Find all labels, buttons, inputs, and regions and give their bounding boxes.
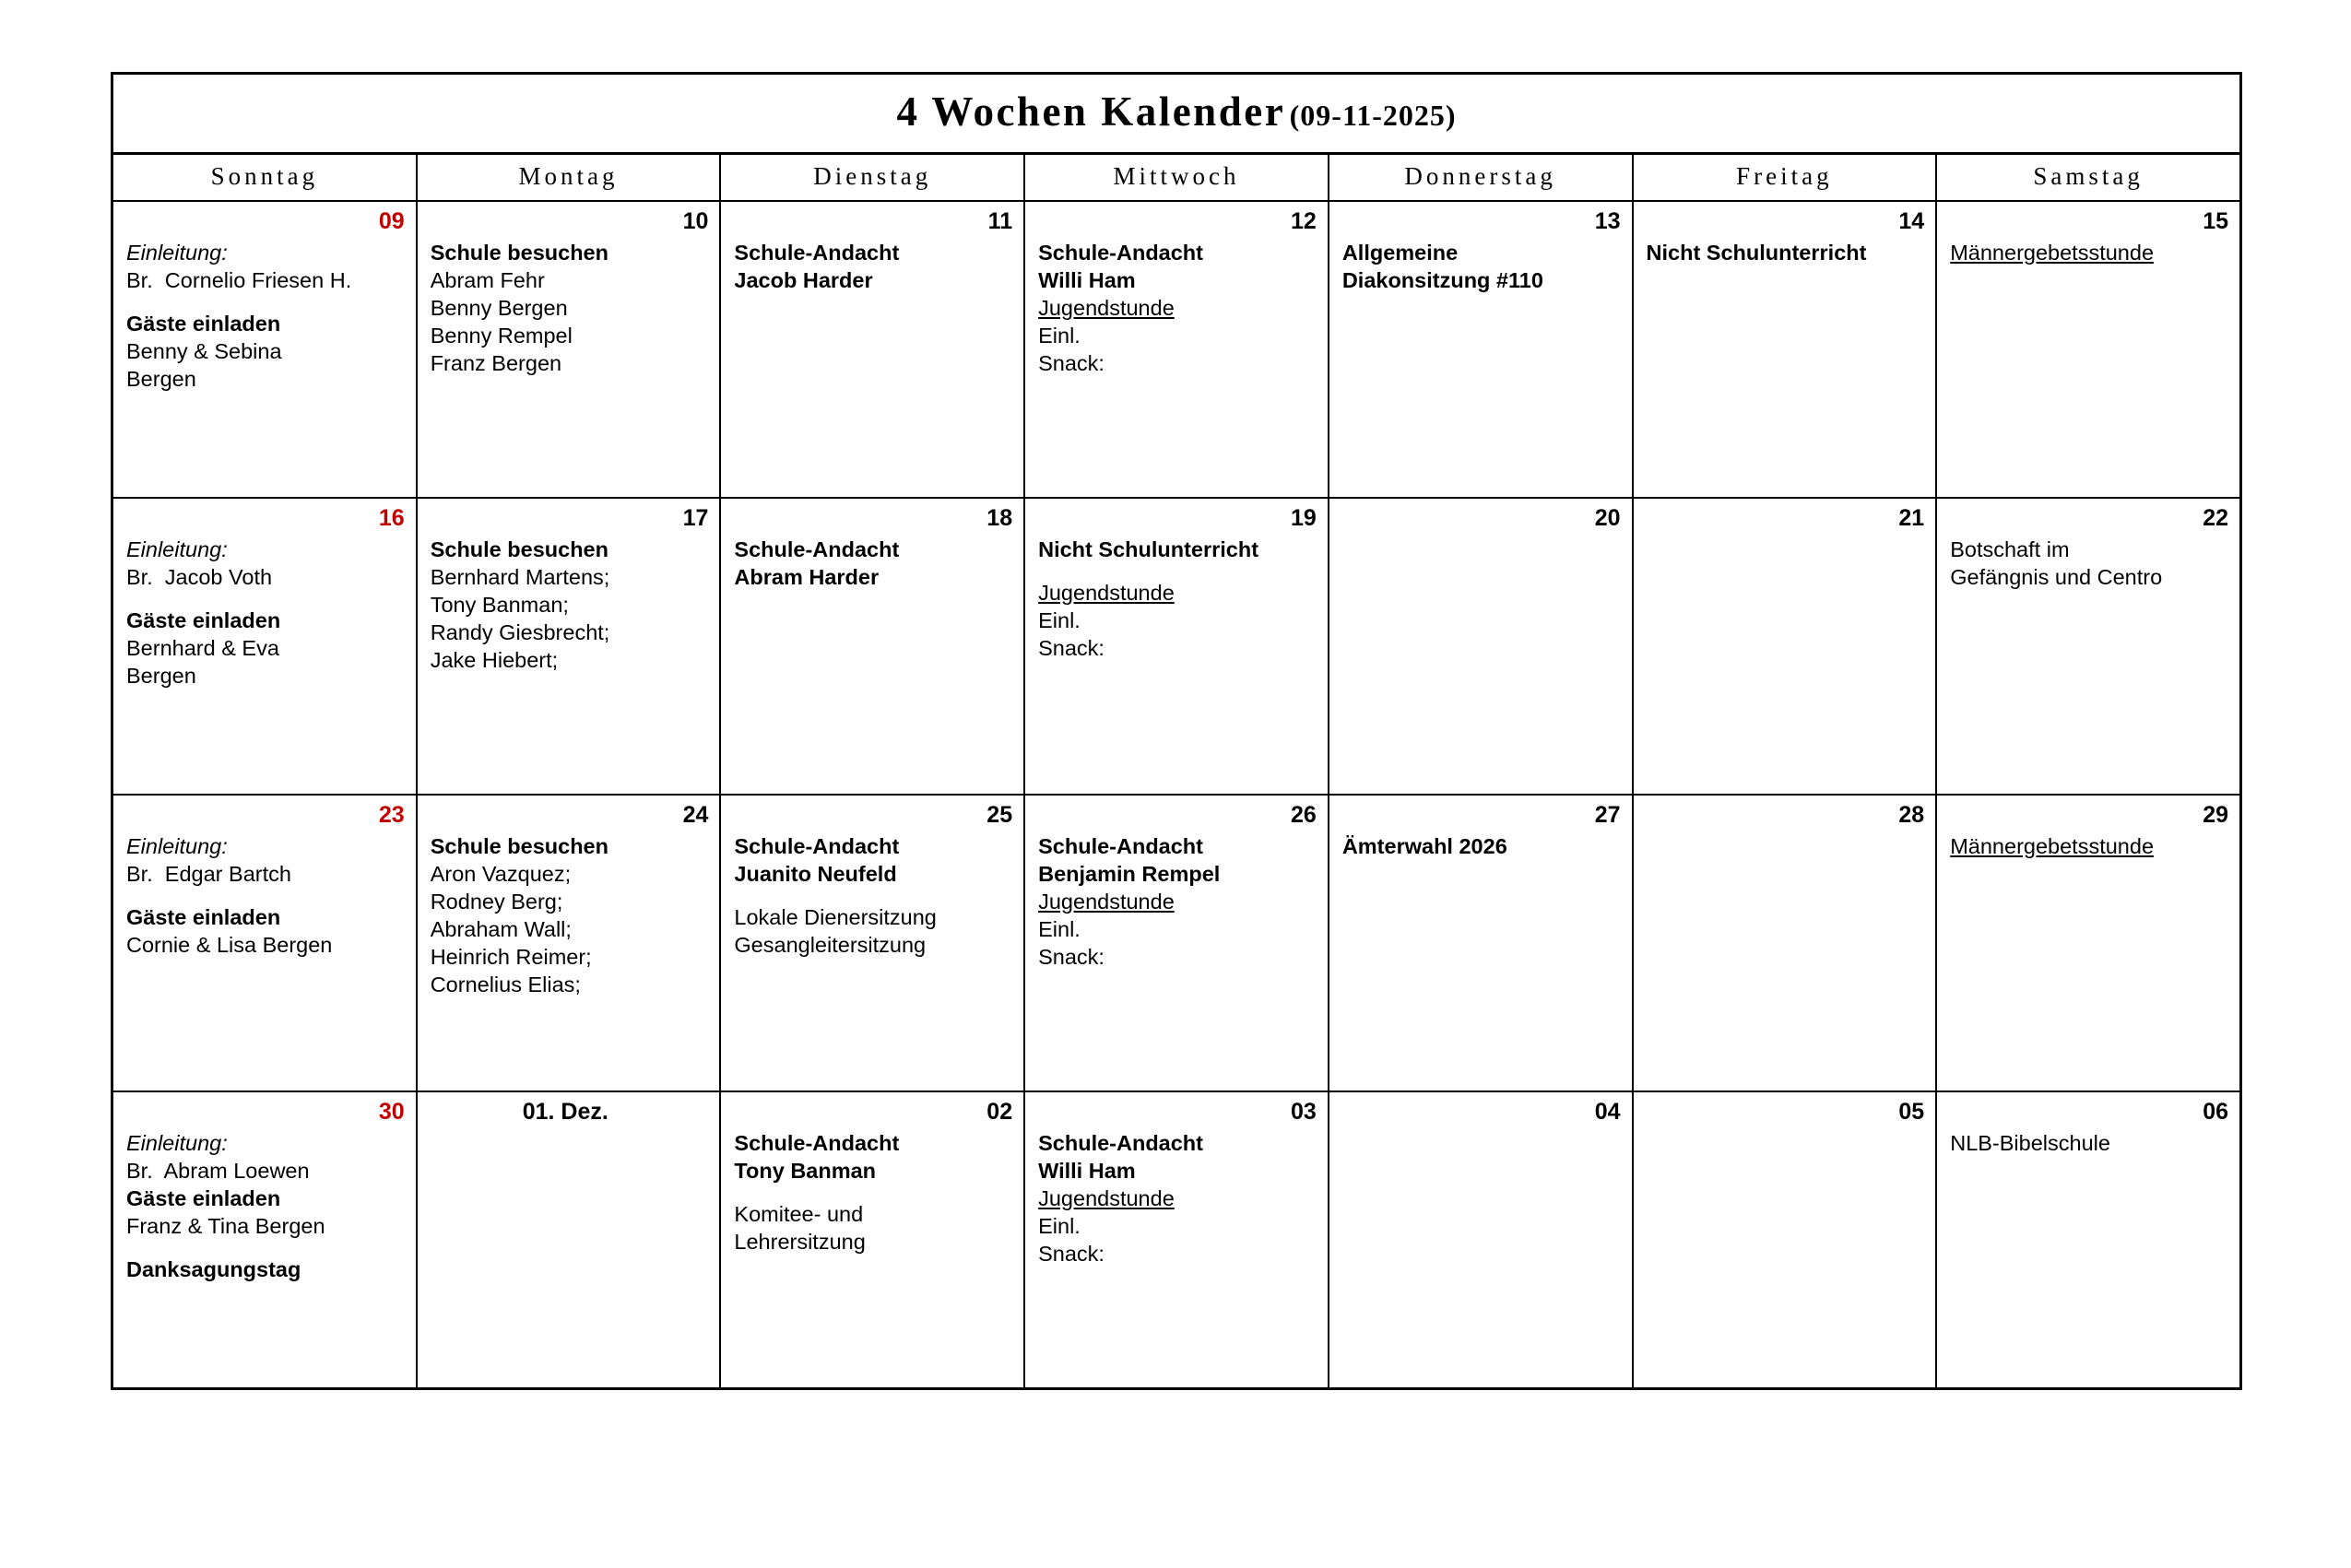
calendar-day-cell[interactable] <box>1936 498 2239 795</box>
event-line: Gäste einladen <box>126 1185 281 1210</box>
event-line: Benny & Sebina <box>126 338 282 363</box>
event-line: Tony Banman; <box>430 592 569 617</box>
day-number: 28 <box>1898 802 1925 828</box>
calendar-day-cell[interactable] <box>1329 795 1633 1091</box>
weekday-header-monday: Montag <box>417 155 721 201</box>
calendar-document <box>111 72 2242 1390</box>
page-title: 4 Wochen Kalender <box>896 88 1286 135</box>
calendar-day-cell[interactable] <box>1024 795 1329 1091</box>
event-line: Schule besuchen <box>430 536 608 561</box>
event-line: Br. Edgar Bartch <box>126 861 291 886</box>
day-cell-content <box>113 499 416 794</box>
event-line: Bergen <box>126 663 196 688</box>
event-line: Franz Bergen <box>430 350 562 375</box>
event-line: Snack: <box>1038 635 1105 660</box>
event-line: Gäste einladen <box>126 607 281 632</box>
event-line: Lehrersitzung <box>734 1229 866 1254</box>
event-line: NLB-Bibelschule <box>1950 1130 2110 1155</box>
day-number: 05 <box>1898 1099 1925 1125</box>
calendar-day-cell[interactable] <box>720 201 1024 498</box>
day-number: 16 <box>378 505 405 531</box>
event-spacer <box>734 888 1012 903</box>
day-number: 25 <box>986 802 1013 828</box>
event-line: Jugendstunde <box>1038 1185 1175 1210</box>
event-line: Rodney Berg; <box>430 889 563 914</box>
calendar-day-cell[interactable] <box>417 498 721 795</box>
event-line: Einl. <box>1038 1213 1081 1238</box>
event-line: Männergebetsstunde <box>1950 833 2155 858</box>
calendar-day-cell[interactable] <box>1633 498 1937 795</box>
calendar-day-cell[interactable] <box>1936 1091 2239 1387</box>
day-number: 09 <box>378 208 405 234</box>
event-line: Franz & Tina Bergen <box>126 1213 325 1238</box>
day-number: 03 <box>1291 1099 1317 1125</box>
event-line: Ämterwahl 2026 <box>1341 833 1507 858</box>
day-number: 24 <box>682 802 709 828</box>
day-number: 12 <box>1291 208 1317 234</box>
day-cell-content <box>1329 796 1632 1091</box>
day-number: 02 <box>986 1099 1013 1125</box>
event-line: Br. Cornelio Friesen H. <box>126 267 352 292</box>
event-line: Abram Harder <box>734 564 880 589</box>
day-cell-content <box>1634 796 1936 1091</box>
weekday-header-wednesday: Mittwoch <box>1024 155 1329 201</box>
day-number: 14 <box>1898 208 1925 234</box>
event-line: Jacob Harder <box>734 267 873 292</box>
event-line: Schule-Andacht <box>734 536 900 561</box>
day-cell-content <box>721 1092 1023 1387</box>
day-number: 20 <box>1594 505 1621 531</box>
event-spacer <box>126 294 405 310</box>
calendar-week-row <box>113 1091 2239 1387</box>
event-line: Abram Fehr <box>430 267 545 292</box>
event-line: Snack: <box>1038 1241 1105 1266</box>
calendar-day-cell[interactable] <box>720 795 1024 1091</box>
calendar-day-cell[interactable] <box>1633 795 1937 1091</box>
day-cell-content <box>1025 499 1328 794</box>
event-line: Jake Hiebert; <box>430 647 559 672</box>
day-cell-content <box>1329 499 1632 794</box>
calendar-day-cell[interactable] <box>1329 498 1633 795</box>
calendar-day-cell[interactable] <box>113 795 417 1091</box>
day-number: 30 <box>378 1099 405 1125</box>
event-line: Bergen <box>126 366 196 391</box>
event-line: Snack: <box>1038 350 1105 375</box>
calendar-day-cell[interactable] <box>417 795 721 1091</box>
day-number: 13 <box>1594 208 1621 234</box>
event-line: Br. Abram Loewen <box>126 1158 310 1183</box>
day-cell-content <box>1025 202 1328 497</box>
calendar-title-row <box>113 75 2239 155</box>
weekday-header-friday: Freitag <box>1633 155 1937 201</box>
calendar-day-cell[interactable] <box>1936 201 2239 498</box>
day-cell-content <box>1329 202 1632 497</box>
day-number: 10 <box>682 208 709 234</box>
day-number: 23 <box>378 802 405 828</box>
event-line: Männergebetsstunde <box>1950 240 2155 265</box>
event-line: Schule-Andacht <box>1038 833 1203 858</box>
event-line: Bernhard Martens; <box>430 564 610 589</box>
event-line: Jugendstunde <box>1038 889 1175 914</box>
day-cell-content <box>1025 796 1328 1091</box>
day-number: 15 <box>2203 208 2228 234</box>
day-number: 26 <box>1291 802 1317 828</box>
event-spacer <box>1038 563 1317 579</box>
event-line: Einleitung: <box>126 536 228 561</box>
weekday-header-row <box>113 155 2239 201</box>
event-line: Einleitung: <box>126 833 228 858</box>
weekday-header-sunday: Sonntag <box>113 155 417 201</box>
day-cell-content <box>1937 1092 2239 1387</box>
event-line: Benny Rempel <box>430 323 573 348</box>
event-line: Einleitung: <box>126 240 228 265</box>
event-line: Benjamin Rempel <box>1038 861 1221 886</box>
event-line: Br. Jacob Voth <box>126 564 273 589</box>
calendar-week-row <box>113 201 2239 498</box>
event-line: Willi Ham <box>1038 1158 1136 1183</box>
calendar-day-cell[interactable] <box>113 498 417 795</box>
day-cell-content <box>113 1092 416 1387</box>
calendar-day-cell[interactable] <box>417 201 721 498</box>
event-line: Juanito Neufeld <box>734 861 897 886</box>
event-line: Gesangleitersitzung <box>734 932 927 957</box>
calendar-day-cell[interactable] <box>1329 1091 1633 1387</box>
event-line: Abraham Wall; <box>430 916 572 941</box>
calendar-week-row <box>113 498 2239 795</box>
day-number: 22 <box>2203 505 2228 531</box>
day-cell-content <box>418 1092 720 1387</box>
event-line: Komitee- und <box>734 1201 864 1226</box>
event-line: Schule besuchen <box>430 833 608 858</box>
event-line: Bernhard & Eva <box>126 635 279 660</box>
event-line: Einl. <box>1038 916 1081 941</box>
event-line: Schule besuchen <box>430 240 608 265</box>
event-line: Allgemeine <box>1341 240 1459 265</box>
event-line: Randy Giesbrecht; <box>430 619 610 644</box>
event-line: Diakonsitzung #110 <box>1341 267 1543 292</box>
event-line: Nicht Schulunterricht <box>1038 536 1259 561</box>
day-cell-content <box>1025 1092 1328 1387</box>
event-line: Schule-Andacht <box>1038 1130 1203 1155</box>
calendar-day-cell[interactable] <box>1633 201 1937 498</box>
day-number: 21 <box>1898 505 1925 531</box>
event-line: Schule-Andacht <box>1038 240 1203 265</box>
day-cell-content <box>418 202 720 497</box>
calendar-day-cell[interactable] <box>720 1091 1024 1387</box>
event-line: Nicht Schulunterricht <box>1646 240 1867 265</box>
day-number: 18 <box>986 505 1013 531</box>
event-line: Schule-Andacht <box>734 833 900 858</box>
day-number: 06 <box>2203 1099 2228 1125</box>
calendar-day-cell[interactable] <box>1024 1091 1329 1387</box>
event-line: Einl. <box>1038 323 1081 348</box>
day-cell-content <box>418 499 720 794</box>
event-spacer <box>126 888 405 903</box>
event-line: Cornelius Elias; <box>430 972 581 996</box>
calendar-day-cell[interactable] <box>1633 1091 1937 1387</box>
event-line: Gäste einladen <box>126 311 281 336</box>
day-cell-content <box>1634 499 1936 794</box>
event-line: Jugendstunde <box>1038 580 1175 605</box>
event-spacer <box>126 591 405 607</box>
event-line: Jugendstunde <box>1038 295 1175 320</box>
calendar-day-cell[interactable] <box>417 1091 721 1387</box>
day-cell-content <box>1937 499 2239 794</box>
day-cell-content <box>721 796 1023 1091</box>
day-cell-content <box>113 796 416 1091</box>
event-line: Lokale Dienersitzung <box>734 904 937 929</box>
event-spacer <box>126 1240 405 1256</box>
event-line: Benny Bergen <box>430 295 568 320</box>
day-number: 29 <box>2203 802 2228 828</box>
weekday-header-thursday: Donnerstag <box>1329 155 1633 201</box>
calendar-day-cell[interactable] <box>113 201 417 498</box>
day-number: 27 <box>1594 802 1621 828</box>
event-line: Cornie & Lisa Bergen <box>126 932 333 957</box>
event-line: Heinrich Reimer; <box>430 944 592 969</box>
weekday-header-saturday: Samstag <box>1936 155 2239 201</box>
day-cell-content <box>113 202 416 497</box>
day-cell-content <box>1329 1092 1632 1387</box>
day-number: 04 <box>1594 1099 1621 1125</box>
event-line: Gefängnis und Centro <box>1950 564 2163 589</box>
calendar-grid <box>113 155 2239 1387</box>
day-number: 17 <box>682 505 709 531</box>
event-line: Einl. <box>1038 607 1081 632</box>
event-line: Schule-Andacht <box>734 1130 900 1155</box>
day-cell-content <box>1937 796 2239 1091</box>
calendar-week-row <box>113 795 2239 1091</box>
calendar-body <box>113 201 2239 1387</box>
event-line: Einleitung: <box>126 1130 228 1155</box>
calendar-day-cell[interactable] <box>113 1091 417 1387</box>
event-line: Snack: <box>1038 944 1105 969</box>
event-line: Schule-Andacht <box>734 240 900 265</box>
day-cell-content <box>721 499 1023 794</box>
event-line: Aron Vazquez; <box>430 861 572 886</box>
calendar-day-cell[interactable] <box>720 498 1024 795</box>
day-cell-content <box>1634 202 1936 497</box>
day-number: 01. Dez. <box>522 1099 608 1125</box>
event-line: Willi Ham <box>1038 267 1136 292</box>
event-line: Tony Banman <box>734 1158 877 1183</box>
title-date-range: (09-11-2025) <box>1289 99 1457 132</box>
event-line: Gäste einladen <box>126 904 281 929</box>
calendar-day-cell[interactable] <box>1329 201 1633 498</box>
event-line: Danksagungstag <box>126 1256 301 1281</box>
weekday-header-tuesday: Dienstag <box>720 155 1024 201</box>
event-line: Botschaft im <box>1950 536 2070 561</box>
calendar-day-cell[interactable] <box>1936 795 2239 1091</box>
day-cell-content <box>1937 202 2239 497</box>
event-spacer <box>734 1185 1012 1200</box>
day-cell-content <box>1634 1092 1936 1387</box>
day-number: 11 <box>987 208 1013 234</box>
day-number: 19 <box>1291 505 1317 531</box>
calendar-day-cell[interactable] <box>1024 201 1329 498</box>
day-cell-content <box>418 796 720 1091</box>
calendar-day-cell[interactable] <box>1024 498 1329 795</box>
day-cell-content <box>721 202 1023 497</box>
